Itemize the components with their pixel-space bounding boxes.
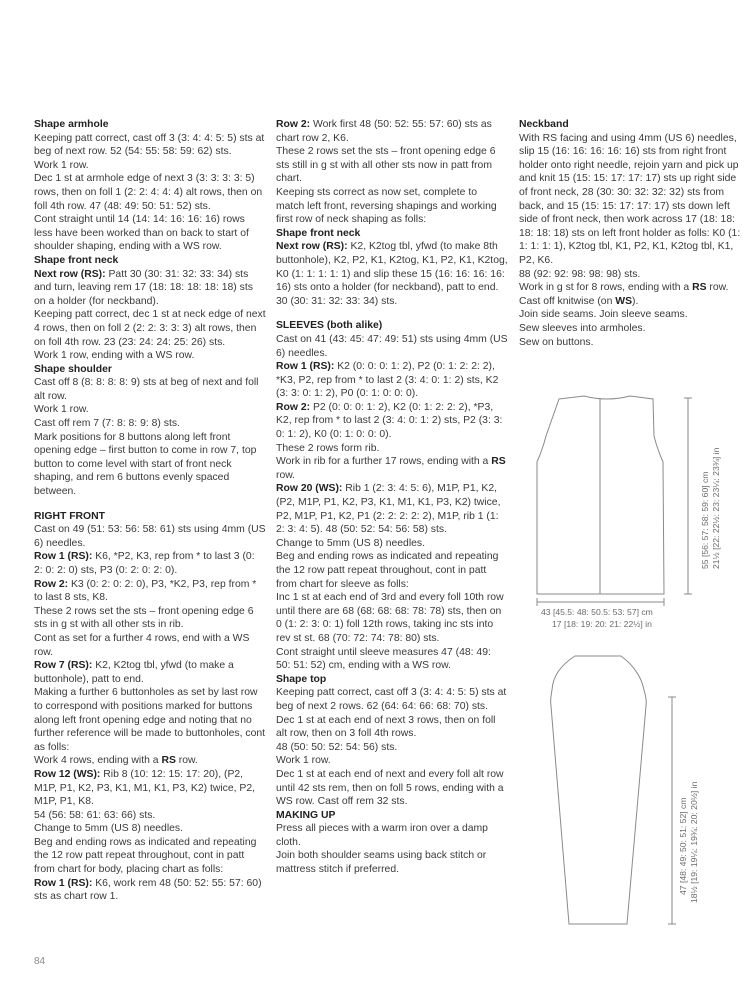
instruction-text: K2 (0: 0: 0: 1: 2), P2 (0: 1: 2: 2: 2), *K3, P2, rep from * to last 2 (3: 4: 0: 1: 2) sts, K2 (3: 3: 0: 1: 2), P0 (0: 1: 0: 0: 0). bbox=[276, 361, 499, 400]
instruction-text: Keeping patt correct, dec 1 st at neck edge of next 4 rows, then on foll 2 (2: 2: 3: 3: 3) alt rows, then on foll 4th row. 23 (23: 24: 24: 25: 26) sts. bbox=[34, 309, 266, 348]
instruction-paragraph bbox=[276, 741, 508, 755]
instruction-text: Work 1 row. bbox=[34, 159, 89, 171]
instruction-text: Work first 48 (50: 52: 55: 57: 60) sts as chart row 2, K6. bbox=[276, 119, 492, 144]
instruction-text: These 2 rows form rib. bbox=[276, 442, 380, 454]
instruction-text: Dec 1 st at each end of next and every foll alt row until 42 sts rem, then on foll 5 rows, ending with a WS row. Cast off rem 32 sts. bbox=[276, 768, 504, 808]
instruction-text: Join side seams. Join sleeve seams. bbox=[519, 309, 688, 321]
instruction-paragraph bbox=[34, 605, 266, 632]
instruction-paragraph bbox=[34, 822, 266, 836]
instruction-text: Making a further 6 buttonholes as set by last row to correspond with positions marked for buttons along left front opening edge and noting that no further reference will be made to buttonholes, cont as folls: bbox=[34, 687, 266, 753]
instruction-label: RS bbox=[692, 282, 707, 294]
instruction-paragraph bbox=[276, 145, 508, 186]
instruction-text: K2, K2tog tbl, yfwd (to make a buttonhole), patt to end. bbox=[34, 660, 234, 685]
page-number: 84 bbox=[34, 956, 46, 967]
instruction-text: Cast on 49 (51: 53: 56: 58: 61) sts using 4mm (US 6) needles. bbox=[34, 524, 266, 549]
instruction-text: Cast on 41 (43: 45: 47: 49: 51) sts using 4mm (US 6) needles. bbox=[276, 333, 508, 359]
instruction-text: Keeping sts correct as now set, complete to match left front, reversing shapings and working first row of neck shaping as folls: bbox=[276, 186, 497, 226]
sleeve-outline bbox=[551, 656, 647, 924]
instruction-paragraph bbox=[519, 308, 747, 322]
instruction-paragraph bbox=[34, 686, 266, 754]
section-heading: RIGHT FRONT bbox=[34, 510, 105, 522]
instruction-text: Work 1 row. bbox=[34, 404, 89, 416]
section-heading: MAKING UP bbox=[276, 809, 336, 821]
column-middle bbox=[276, 118, 508, 877]
instruction-label: Row 20 (WS): bbox=[276, 483, 343, 495]
instruction-text: Cont straight until sleeve measures 47 (48: 49: 50: 51: 52) cm, ending with a WS row. bbox=[276, 646, 491, 672]
section-heading: SLEEVES (both alike) bbox=[276, 320, 383, 332]
instruction-paragraph bbox=[276, 849, 508, 876]
instruction-text: P2 (0: 0: 0: 1: 2), K2 (0: 1: 2: 2: 2), *P3, K2, rep from * to last 2 (3: 4: 0: 1: 2) sts, P2 (3: 3: 0: 1: 2), K0 (0: 1: 0: 0: 0). bbox=[276, 401, 503, 441]
instruction-paragraph bbox=[34, 659, 266, 686]
instruction-paragraph bbox=[276, 455, 508, 482]
instruction-label: RS bbox=[491, 456, 506, 468]
instruction-label: Next row (RS): bbox=[276, 241, 348, 253]
instruction-paragraph bbox=[34, 809, 266, 823]
instruction-label: Row 1 (RS): bbox=[34, 877, 93, 889]
instruction-text: Rib 8 (10: 12: 15: 17: 20), (P2, M1P, P1, K2, P3, K1, M1, K1, P3, K2) twice, P2, M1P, P1, K8. bbox=[34, 768, 256, 808]
instruction-label: WS bbox=[615, 295, 633, 307]
section-heading: Shape top bbox=[276, 673, 327, 685]
instruction-paragraph bbox=[519, 322, 747, 336]
instruction-paragraph bbox=[34, 550, 266, 577]
instruction-paragraph bbox=[34, 578, 266, 605]
sleeve-length-in-label: 18½ [19: 19¼: 19¾: 20: 20½] in bbox=[689, 781, 699, 903]
body-width-cm-label: 43 [45.5: 48: 50.5: 53: 57] cm bbox=[541, 607, 653, 617]
instruction-text: Keeping patt correct, cast off 3 (3: 4: 4: 5: 5) sts at beg of next 2 rows. 62 (64: 64: 66: 68: 70) sts. bbox=[276, 687, 507, 712]
instruction-text: K3 (0: 2: 0: 2: 0), P3, *K2, P3, rep from * to last 8 sts, K8. bbox=[34, 578, 257, 604]
instruction-text: Patt 30 (30: 31: 32: 33: 34) sts and turn, leaving rem 17 (18: 18: 18: 18: 18) sts on a holder (for neckband). bbox=[34, 268, 253, 307]
body-width-in-label: 17 [18: 19: 20: 21: 22½] in bbox=[552, 619, 652, 629]
instruction-paragraph bbox=[34, 268, 266, 309]
instruction-label: Row 2: bbox=[276, 119, 311, 130]
instruction-text: Cont straight until 14 (14: 14: 16: 16: 16) rows less have been worked than on back to start of shoulder shaping, ending with a WS row. bbox=[34, 214, 249, 253]
instruction-paragraph bbox=[276, 550, 508, 591]
instruction-label: Row 2: bbox=[34, 578, 69, 590]
instruction-text: Rib 1 (2: 3: 4: 5: 6), M1P, P1, K2, (P2, M1P, P1, K2, P3, K1, M1, K1, P3, K2) twice, P2, M1P, P1, K2, P1 (2: 2: 2: 2: 2), M1P, rib 1 (1: 2: 3: 4: 5). 48 (50: 52: 54: 56: 58) sts. bbox=[276, 483, 501, 536]
instruction-paragraph bbox=[34, 836, 266, 877]
instruction-text: K6, work rem 48 (50: 52: 55: 57: 60) sts as chart row 1. bbox=[34, 877, 262, 903]
instruction-text: 88 (92: 92: 98: 98: 98) sts. bbox=[519, 268, 641, 280]
instruction-text: row. bbox=[276, 469, 296, 481]
column-left bbox=[34, 118, 266, 904]
instruction-text: Beg and ending rows as indicated and repeating the 12 row patt repeat throughout, cont in patt from chart for body, placing chart as folls: bbox=[34, 836, 257, 876]
instruction-text: Cast off 8 (8: 8: 8: 8: 9) sts at beg of next and foll alt row. bbox=[34, 377, 259, 402]
instruction-text: These 2 rows set the sts – front opening edge 6 sts in g st with all other sts in rib. bbox=[34, 605, 254, 631]
instruction-text: Press all pieces with a warm iron over a damp cloth. bbox=[276, 823, 488, 848]
instruction-paragraph bbox=[34, 754, 266, 768]
sleeve-length-cm-label: 47 [48: 49: 50: 51: 52] cm bbox=[678, 797, 688, 895]
instruction-text: Join both shoulder seams using back stitch or mattress stitch if preferred. bbox=[276, 850, 487, 876]
instruction-text: Work in rib for a further 17 rows, ending with a bbox=[276, 456, 492, 468]
instruction-paragraph bbox=[276, 754, 508, 768]
instruction-text: These 2 rows set the sts – front opening edge 6 sts still in g st with all other sts now in patt from chart. bbox=[276, 146, 496, 185]
instruction-text: Change to 5mm (US 8) needles. bbox=[34, 823, 184, 835]
instruction-paragraph bbox=[34, 403, 266, 417]
instruction-paragraph bbox=[34, 308, 266, 349]
instruction-paragraph bbox=[276, 591, 508, 645]
instruction-paragraph bbox=[34, 431, 266, 499]
instruction-paragraph bbox=[34, 172, 266, 213]
instruction-label: Row 1 (RS): bbox=[34, 551, 93, 563]
instruction-paragraph bbox=[34, 632, 266, 659]
instruction-paragraph bbox=[276, 442, 508, 456]
column-right bbox=[519, 118, 747, 349]
instruction-paragraph bbox=[34, 417, 266, 431]
body-height-in-label: 21½ [22: 22½: 23: 23¼: 23¾] in bbox=[711, 447, 721, 569]
section-heading: Shape front neck bbox=[34, 254, 119, 266]
instruction-text: 30 (30: 31: 32: 33: 34) sts. bbox=[276, 295, 398, 307]
instruction-text: Work 4 rows, ending with a bbox=[34, 755, 162, 767]
instruction-text: ). bbox=[632, 295, 639, 307]
instruction-paragraph bbox=[276, 686, 508, 713]
instruction-paragraph bbox=[34, 349, 266, 363]
instruction-paragraph bbox=[276, 240, 508, 294]
instruction-label: RS bbox=[161, 755, 176, 767]
section-heading: Shape shoulder bbox=[34, 363, 112, 375]
instruction-text: K6, *P2, K3, rep from * to last 3 (0: 2: 0: 2: 0) sts, P3 (0: 2: 0: 2: 0). bbox=[34, 551, 255, 576]
instruction-paragraph bbox=[276, 333, 508, 360]
instruction-paragraph bbox=[34, 523, 266, 550]
section-heading: Neckband bbox=[519, 119, 569, 130]
instruction-text: Sew sleeves into armholes. bbox=[519, 322, 646, 334]
instruction-paragraph bbox=[519, 336, 747, 350]
instruction-paragraph bbox=[519, 295, 747, 309]
instruction-paragraph bbox=[276, 646, 508, 673]
instruction-text: K2, K2tog tbl, yfwd (to make 8th buttonhole), K2, P2, K1, K2tog, K1, P2, K1, K2tog, K0 (1: 1: 1: 1: 1) and slip these 15 (16: 16: 16: 16: 16) sts onto a holder (for neckband), patt to end. bbox=[276, 241, 508, 294]
instruction-label: Row 1 (RS): bbox=[276, 361, 335, 373]
instruction-label: Row 12 (WS): bbox=[34, 768, 101, 780]
instruction-text: row. bbox=[175, 755, 198, 767]
instruction-paragraph bbox=[519, 268, 747, 282]
instruction-text: Dec 1 st at armhole edge of next 3 (3: 3: 3: 3: 5) rows, then on foll 1 (2: 2: 4: 4: 4) alt rows, then on foll 4th row. 47 (48: 49: 50: 51: 52) sts. bbox=[34, 173, 263, 212]
instruction-paragraph bbox=[276, 768, 508, 809]
instruction-paragraph bbox=[276, 482, 508, 536]
instruction-text: Dec 1 st at each end of next 3 rows, then on foll alt row, then on 3 foll 4th rows. bbox=[276, 714, 496, 740]
instruction-text: 54 (56: 58: 61: 63: 66) sts. bbox=[34, 809, 156, 821]
instruction-paragraph bbox=[276, 714, 508, 741]
instruction-paragraph bbox=[276, 360, 508, 401]
instruction-label: Next row (RS): bbox=[34, 268, 106, 280]
instruction-paragraph bbox=[34, 877, 266, 904]
instruction-paragraph bbox=[34, 132, 266, 159]
section-heading: Shape front neck bbox=[276, 227, 361, 239]
instruction-text: Beg and ending rows as indicated and repeating the 12 row patt repeat throughout, cont in patt from chart for sleeve as folls: bbox=[276, 551, 499, 590]
instruction-text: Work 1 row. bbox=[276, 755, 331, 767]
instruction-text: Change to 5mm (US 8) needles. bbox=[276, 537, 426, 549]
instruction-paragraph bbox=[34, 768, 266, 809]
section-heading: Shape armhole bbox=[34, 119, 109, 130]
instruction-paragraph bbox=[519, 132, 747, 268]
section-spacer bbox=[34, 499, 266, 510]
section-spacer bbox=[276, 308, 508, 319]
instruction-text: row. bbox=[706, 282, 729, 294]
body-height-cm-label: 55 [56: 57: 58: 59: 60] cm bbox=[700, 471, 710, 569]
instruction-text: Inc 1 st at each end of 3rd and every foll 10th row until there are 68 (68: 68: 68: 78: 78) sts, then on 0 (1: 2: 3: 0: 1) foll 12th rows, taking inc sts into rev st st. 68 (70: 72: 74: 78: 80) sts. bbox=[276, 592, 504, 644]
instruction-text: 48 (50: 50: 52: 54: 56) sts. bbox=[276, 741, 398, 753]
instruction-text: Work 1 row, ending with a WS row. bbox=[34, 350, 195, 362]
body-outline bbox=[537, 396, 664, 594]
instruction-label: Row 7 (RS): bbox=[34, 660, 93, 672]
instruction-paragraph bbox=[276, 822, 508, 849]
instruction-text: Keeping patt correct, cast off 3 (3: 4: 4: 5: 5) sts at beg of next row. 52 (54: 55: 58: 59: 62) sts. bbox=[34, 132, 265, 158]
instruction-text: With RS facing and using 4mm (US 6) needles, slip 15 (16: 16: 16: 16: 16) sts from right front holder onto right needle, rejoin yarn and pick up and knit 15 (15: 15: 17: 17: 17) sts up right side of front neck, 28 (30: 30: 32: 32: 32) sts from back, and 15 (15: 15: 17: 17: 17) sts down left side of front neck, then work across 17 (18: 18: 18: 18: 18) sts on left front holder as folls: K0 (1: 1: 1: 1: 1), K2tog tbl, K1, P2, K1, K2tog tbl, K1, P2, K6. bbox=[519, 132, 741, 266]
instruction-text: Sew on buttons. bbox=[519, 336, 594, 348]
instruction-text: Work in g st for 8 rows, ending with a bbox=[519, 282, 693, 294]
instruction-text: Mark positions for 8 buttons along left front opening edge – first button to come in row 7, top button to come level with start of front neck shaping, and rem 6 buttons evenly spaced between. bbox=[34, 431, 257, 498]
instruction-text: Cast off rem 7 (7: 8: 8: 9: 8) sts. bbox=[34, 418, 180, 430]
instruction-paragraph bbox=[519, 281, 747, 295]
instruction-paragraph bbox=[276, 295, 508, 309]
instruction-paragraph bbox=[34, 159, 266, 173]
instruction-paragraph bbox=[276, 118, 508, 145]
instruction-paragraph bbox=[276, 401, 508, 442]
instruction-paragraph bbox=[34, 376, 266, 403]
instruction-label: Row 2: bbox=[276, 401, 311, 413]
instruction-paragraph bbox=[276, 186, 508, 227]
instruction-paragraph bbox=[34, 213, 266, 254]
instruction-paragraph bbox=[276, 537, 508, 551]
instruction-text: Cast off knitwise (on bbox=[519, 295, 616, 307]
instruction-text: Cont as set for a further 4 rows, end with a WS row. bbox=[34, 632, 250, 658]
